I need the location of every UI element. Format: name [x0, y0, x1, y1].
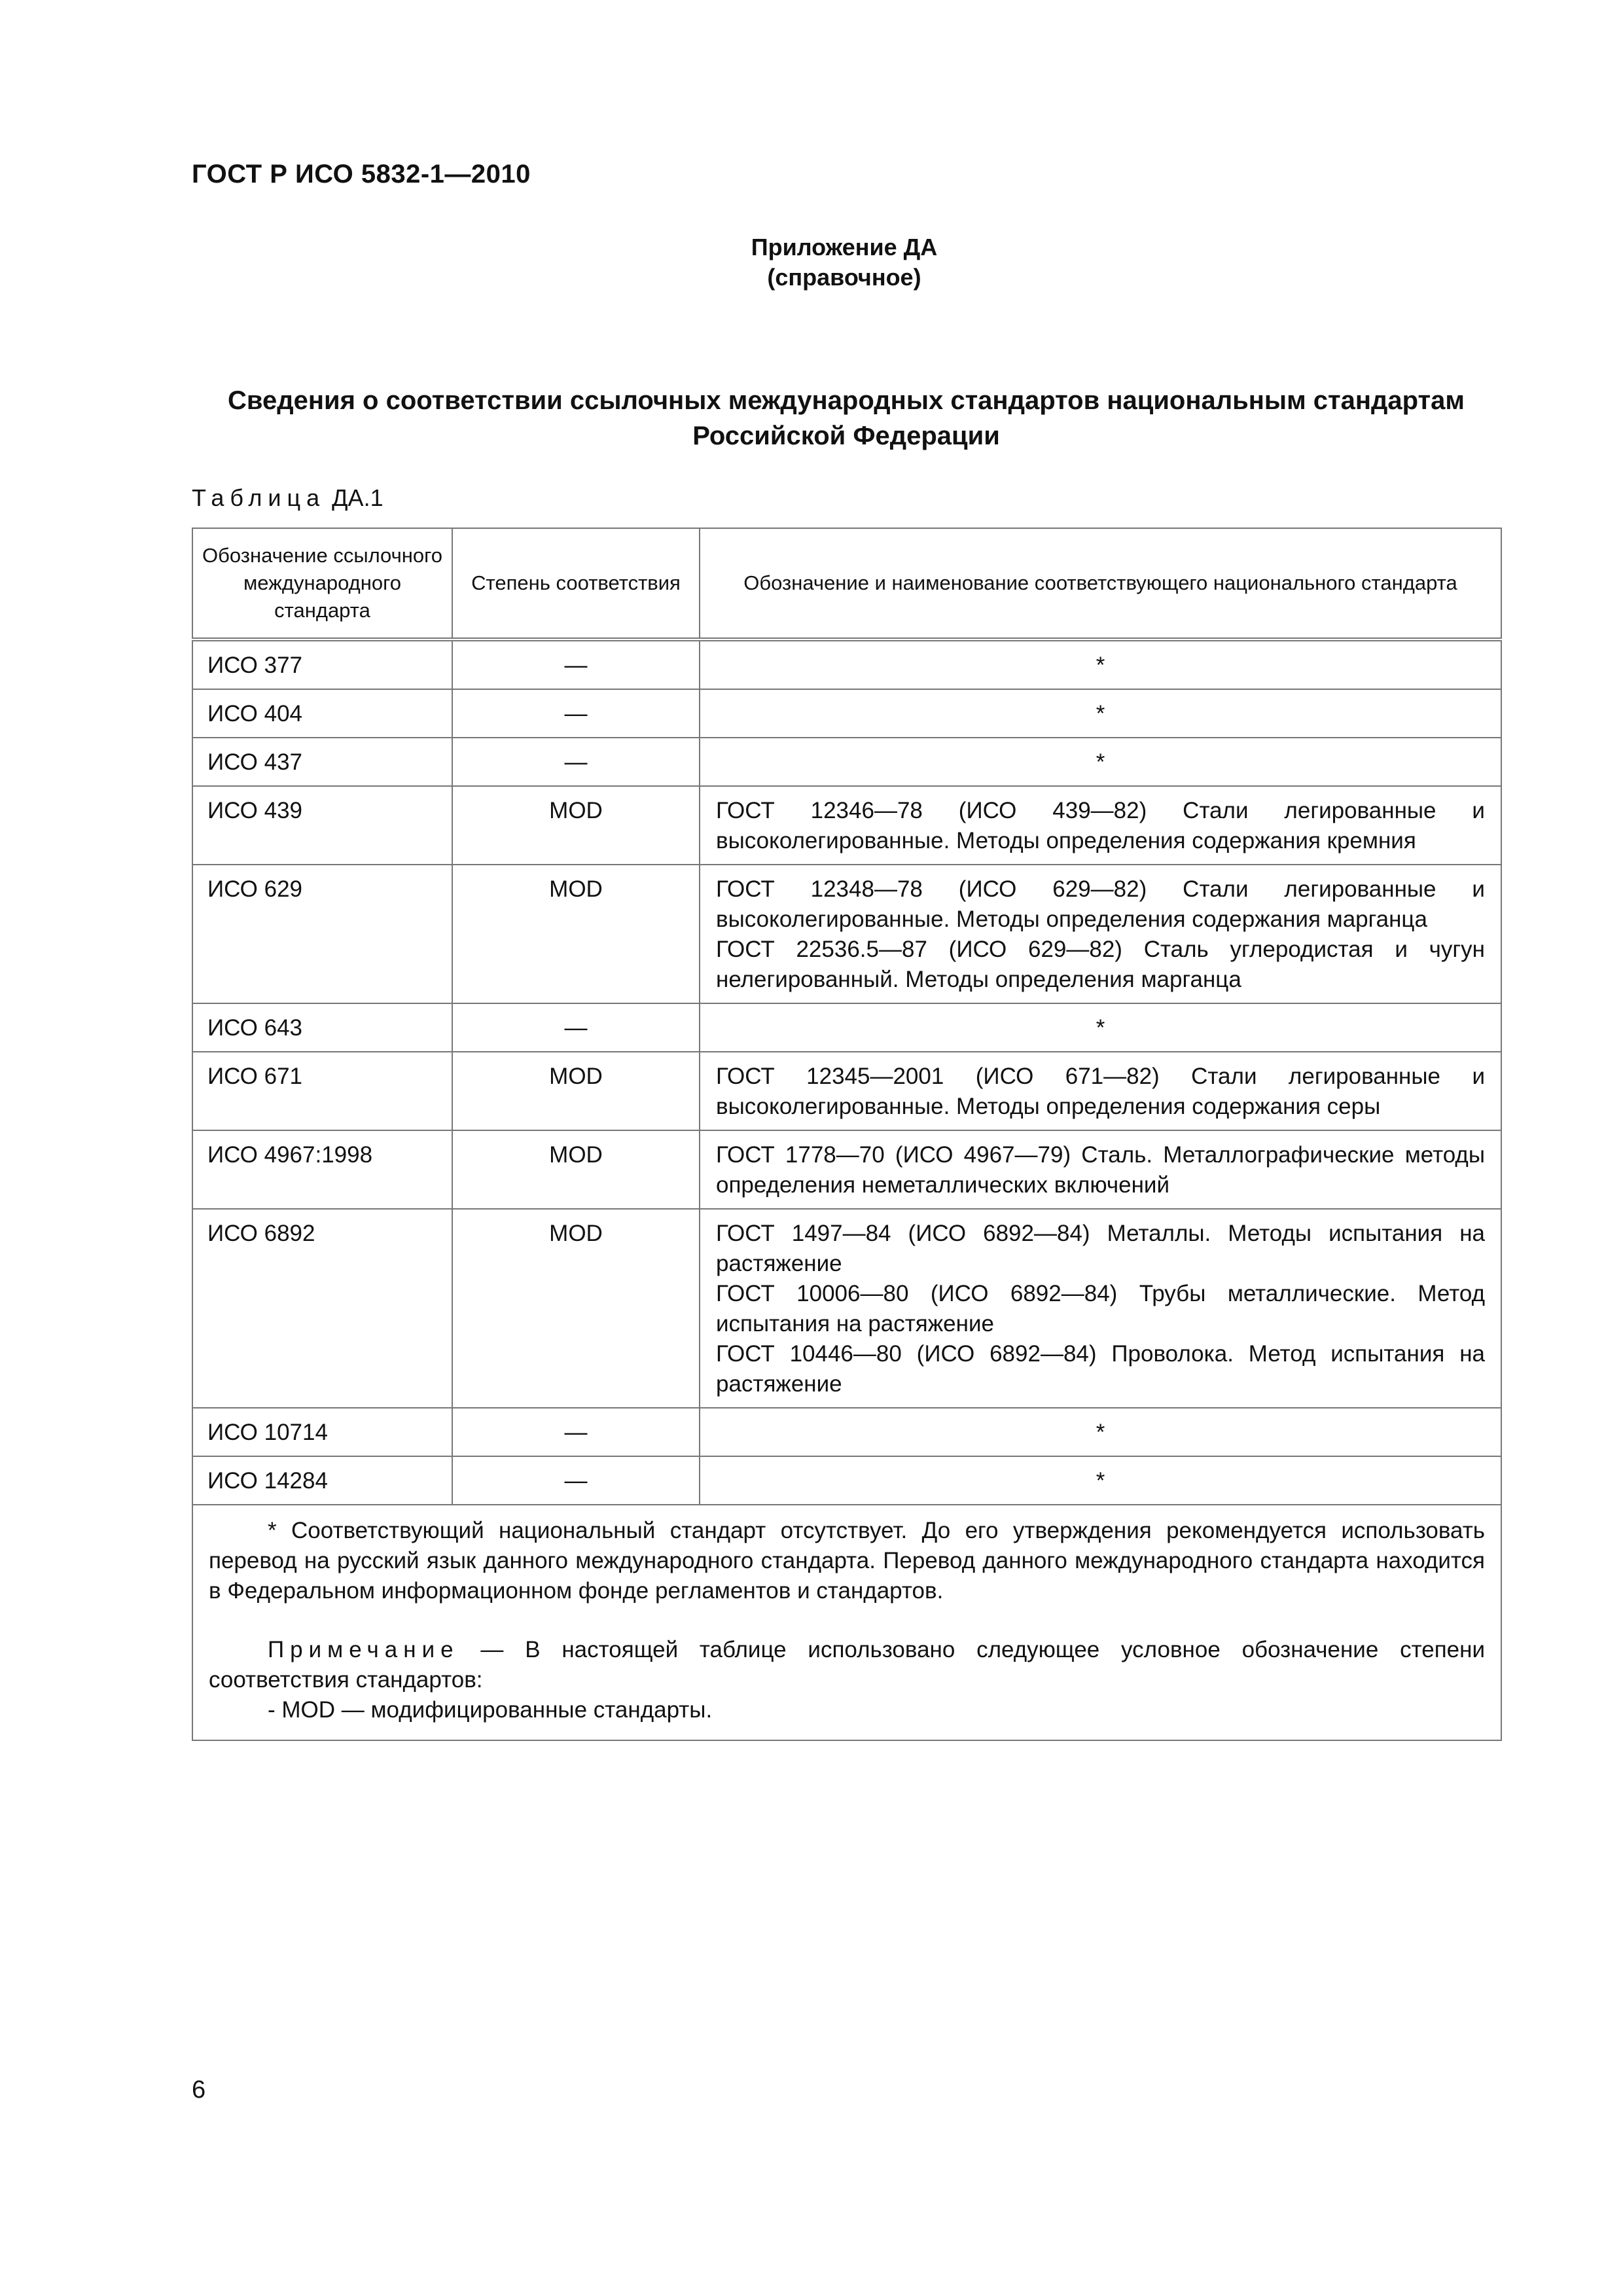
- cell-national-standard: [700, 1209, 1501, 1408]
- national-standard-entry: ГОСТ 1778—70 (ИСО 4967—79) Сталь. Металлографические методы определения неметаллических включений: [716, 1142, 1485, 1198]
- header-national-standard: Обозначение и наименование соответствующего национального стандарта: [700, 528, 1501, 639]
- cell-international-code: ИСО 4967:1998: [192, 1130, 452, 1209]
- section-title: [192, 383, 1501, 454]
- cell-degree: MOD: [452, 1209, 700, 1408]
- cell-national-standard: [700, 689, 1501, 738]
- table-row: [192, 689, 1501, 738]
- cell-international-code: ИСО 404: [192, 689, 452, 738]
- table-row: [192, 1209, 1501, 1408]
- cell-degree: —: [452, 1003, 700, 1052]
- table-label: [192, 484, 383, 512]
- cell-international-code: ИСО 439: [192, 786, 452, 865]
- table-body: [192, 639, 1501, 1505]
- table-row: [192, 639, 1501, 689]
- cell-international-code: ИСО 643: [192, 1003, 452, 1052]
- table-row: [192, 1456, 1501, 1505]
- national-standard-entry: ГОСТ 12348—78 (ИСО 629—82) Стали легированные и высоколегированные. Методы определения содержания марганца: [716, 876, 1485, 932]
- table-label-word: Таблица: [192, 484, 326, 511]
- cell-national-standard: [700, 1052, 1501, 1130]
- cell-degree: —: [452, 738, 700, 786]
- cell-national-standard: [700, 1408, 1501, 1456]
- cell-international-code: ИСО 671: [192, 1052, 452, 1130]
- page-number: 6: [192, 2076, 206, 2104]
- section-title-line-2: Российской Федерации: [692, 422, 1000, 450]
- cell-international-code: ИСО 377: [192, 639, 452, 689]
- table-row: [192, 865, 1501, 1003]
- cell-international-code: ИСО 14284: [192, 1456, 452, 1505]
- cell-international-code: ИСО 437: [192, 738, 452, 786]
- note-text: — В настоящей таблице использовано следующее условное обозначение степени соответствия стандартов:: [209, 1637, 1485, 1693]
- cell-national-standard: [700, 1003, 1501, 1052]
- national-standard-entry: *: [1096, 653, 1105, 678]
- table-row: [192, 1003, 1501, 1052]
- footnote: * Соответствующий национальный стандарт отсутствует. До его утверждения рекомендуется использовать перевод на русский язык данного международного стандарта. Перевод данного международного стандарта находится в Федеральном информационном фонде регламентов и стандартов.: [209, 1518, 1485, 1604]
- annex-subtitle: (справочное): [767, 264, 921, 291]
- national-standard-entry: *: [1096, 1420, 1105, 1445]
- cell-national-standard: [700, 738, 1501, 786]
- national-standard-entry: ГОСТ 1497—84 (ИСО 6892—84) Металлы. Методы испытания на растяжение: [716, 1221, 1485, 1276]
- section-title-line-1: Сведения о соответствии ссылочных международных стандартов национальным стандартам: [228, 386, 1465, 415]
- cell-degree: —: [452, 1408, 700, 1456]
- national-standard-entry: ГОСТ 10446—80 (ИСО 6892—84) Проволока. Метод испытания на растяжение: [716, 1341, 1485, 1397]
- correspondence-table: [192, 528, 1502, 1741]
- cell-national-standard: [700, 1456, 1501, 1505]
- cell-degree: MOD: [452, 1130, 700, 1209]
- national-standard-entry: *: [1096, 749, 1105, 775]
- cell-international-code: ИСО 10714: [192, 1408, 452, 1456]
- cell-degree: MOD: [452, 865, 700, 1003]
- table-row: [192, 1052, 1501, 1130]
- annex-title: Приложение ДА: [751, 234, 938, 260]
- note: [209, 1635, 1485, 1695]
- table-footer: [192, 1505, 1501, 1740]
- header-degree: Степень соответствия: [452, 528, 700, 639]
- document-code: ГОСТ Р ИСО 5832-1—2010: [192, 160, 531, 188]
- cell-international-code: ИСО 6892: [192, 1209, 452, 1408]
- table-footer-row: [192, 1505, 1501, 1740]
- national-standard-entry: ГОСТ 22536.5—87 (ИСО 629—82) Сталь углеродистая и чугун нелегированный. Методы определения марганца: [716, 937, 1485, 992]
- table-row: [192, 1408, 1501, 1456]
- cell-degree: MOD: [452, 786, 700, 865]
- cell-degree: —: [452, 689, 700, 738]
- cell-national-standard: [700, 639, 1501, 689]
- cell-degree: —: [452, 1456, 700, 1505]
- table-row: [192, 786, 1501, 865]
- cell-degree: MOD: [452, 1052, 700, 1130]
- cell-degree: —: [452, 639, 700, 689]
- table-label-number: ДА.1: [332, 484, 383, 511]
- national-standard-entry: ГОСТ 10006—80 (ИСО 6892—84) Трубы металлические. Метод испытания на растяжение: [716, 1281, 1485, 1336]
- national-standard-entry: *: [1096, 1468, 1105, 1494]
- national-standard-entry: ГОСТ 12346—78 (ИСО 439—82) Стали легированные и высоколегированные. Методы определения содержания кремния: [716, 798, 1485, 853]
- cell-national-standard: [700, 865, 1501, 1003]
- table-row: [192, 738, 1501, 786]
- header-international-standard: Обозначение ссылочного международного стандарта: [192, 528, 452, 639]
- national-standard-entry: *: [1096, 701, 1105, 726]
- national-standard-entry: ГОСТ 12345—2001 (ИСО 671—82) Стали легированные и высоколегированные. Методы определения содержания серы: [716, 1064, 1485, 1119]
- table-row: [192, 1130, 1501, 1209]
- table-header-row: [192, 528, 1501, 639]
- note-label: Примечание: [268, 1637, 459, 1662]
- cell-international-code: ИСО 629: [192, 865, 452, 1003]
- cell-national-standard: [700, 1130, 1501, 1209]
- cell-national-standard: [700, 786, 1501, 865]
- national-standard-entry: *: [1096, 1015, 1105, 1041]
- note-item: - MOD — модифицированные стандарты.: [268, 1697, 713, 1723]
- annex-heading: [0, 232, 1623, 293]
